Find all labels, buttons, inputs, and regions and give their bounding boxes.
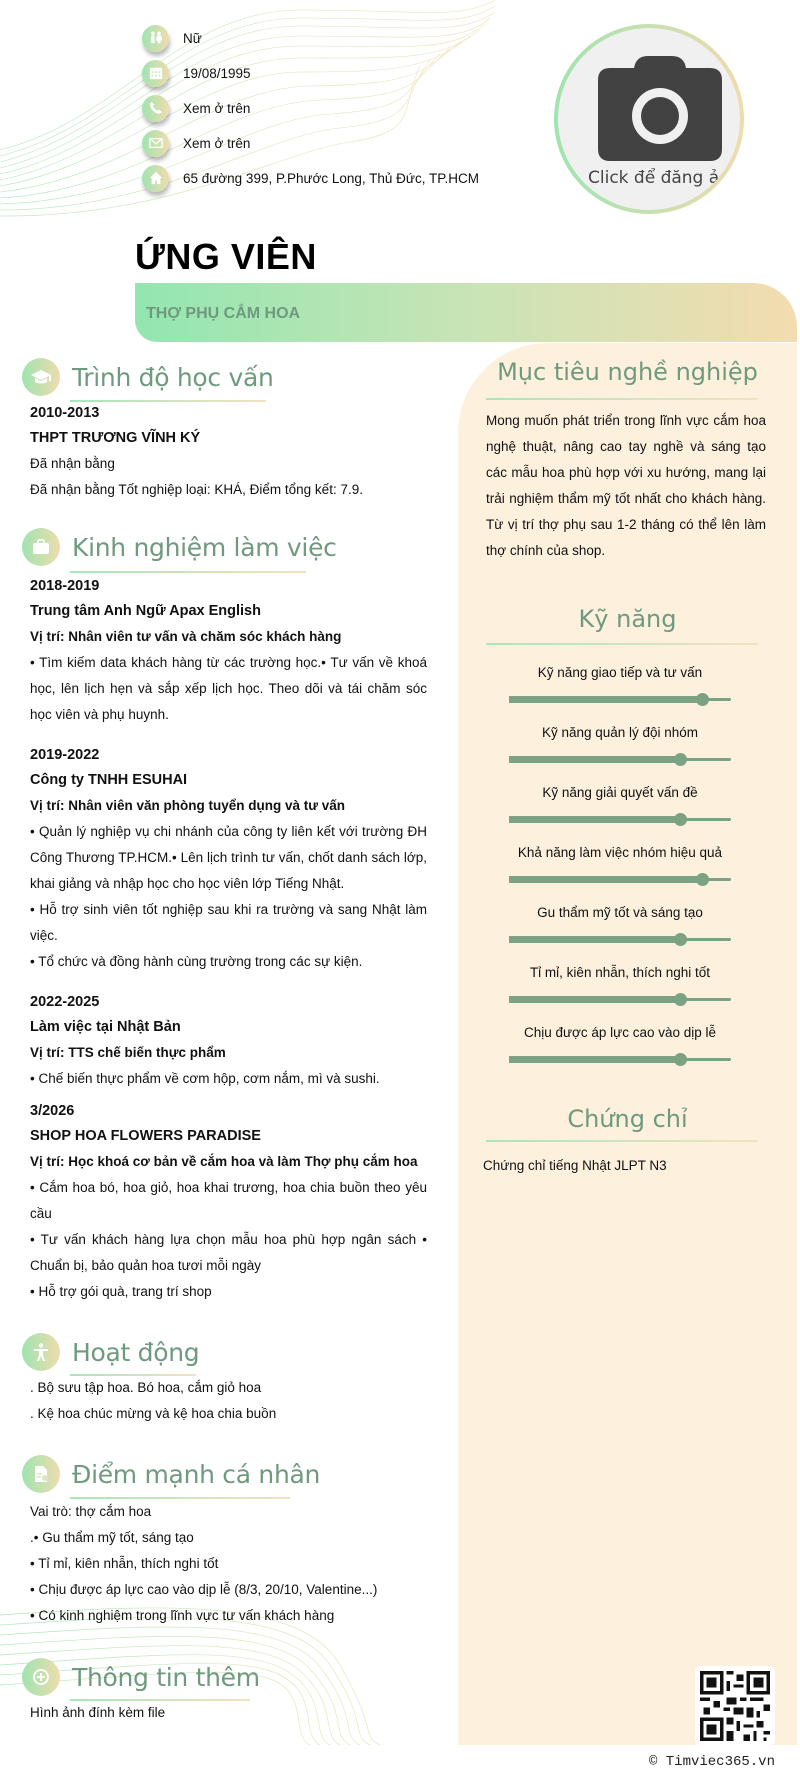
camera-icon — [598, 56, 722, 161]
exp4-desc-3: • Hỗ trợ gói quà, trang trí shop — [30, 1284, 212, 1299]
education-heading — [22, 358, 274, 396]
graduation-cap-icon — [22, 358, 60, 396]
contact-phone — [142, 94, 250, 122]
contact-email — [142, 129, 250, 157]
exp2-company: Công ty TNHH ESUHAI — [30, 772, 188, 788]
strengths-underline — [70, 1497, 290, 1499]
position-title: THỢ PHỤ CẮM HOA — [146, 305, 301, 322]
plus-circle-icon — [22, 1658, 60, 1696]
strength-item-2: .• Gu thẩm mỹ tốt, sáng tạo — [30, 1530, 194, 1545]
activities-title: Hoạt động — [72, 1337, 200, 1367]
exp3-company: Làm việc tại Nhật Bản — [30, 1019, 181, 1035]
extra-info-text: Hình ảnh đính kèm file — [30, 1705, 166, 1720]
skill-bar-1 — [509, 698, 731, 701]
position-banner — [135, 283, 797, 342]
email-icon — [142, 130, 169, 157]
skill-thumb-6 — [674, 993, 687, 1006]
exp4-desc-1: • Cắm hoa bó, hoa giỏ, hoa khai trương, hoa chia buồn theo yêu cầu — [30, 1180, 427, 1221]
certificates-title: Chứng chỉ — [567, 1105, 688, 1133]
exp3-desc-1: • Chế biến thực phẩm về cơm hộp, cơm nắm, mì và sushi. — [30, 1071, 380, 1086]
address-value: 65 đường 399, P.Phước Long, Thủ Đức, TP.HCM — [183, 170, 479, 186]
briefcase-icon — [22, 528, 60, 566]
skill-label-7: Chịu được áp lực cao vào dịp lễ — [523, 1025, 717, 1040]
exp1-role: Vị trí: Nhân viên tư vấn và chăm sóc khách hàng — [30, 629, 342, 644]
skill-thumb-3 — [674, 813, 687, 826]
exp2-desc-3: • Tổ chức và đồng hành cùng trường trong các sự kiện. — [30, 954, 363, 969]
skill-label-5: Gu thẩm mỹ tốt và sáng tạo — [537, 905, 703, 920]
document-icon — [22, 1455, 60, 1493]
exp2-role: Vị trí: Nhân viên văn phòng tuyển dụng và tư vấn — [30, 798, 346, 813]
skill-bar-4 — [509, 878, 731, 881]
strength-item-1: Vai trò: thợ cắm hoa — [30, 1504, 152, 1519]
extra-info-underline — [70, 1699, 250, 1701]
objective-underline — [486, 398, 758, 400]
phone-value: Xem ở trên — [183, 100, 251, 116]
education-underline — [70, 400, 266, 402]
education-title: Trình độ học vấn — [72, 362, 274, 392]
skills-underline — [486, 643, 758, 645]
skill-thumb-5 — [674, 933, 687, 946]
exp4-role: Vị trí: Học khoá cơ bản về cắm hoa và làm Thợ phụ cắm hoa — [30, 1154, 418, 1169]
skill-bar-3 — [509, 818, 731, 821]
experience-underline — [70, 571, 306, 573]
certificate-item-1: Chứng chỉ tiếng Nhật JLPT N3 — [483, 1158, 667, 1173]
education-degree: Đã nhận bằng — [30, 456, 115, 471]
email-value: Xem ở trên — [183, 135, 251, 151]
avatar-caption: Click để đăng ả — [588, 168, 720, 188]
qr-code — [695, 1666, 775, 1746]
education-school: THPT TRƯƠNG VĨNH KÝ — [30, 430, 201, 446]
activities-heading — [22, 1333, 199, 1371]
experience-heading — [22, 528, 337, 566]
activity-item-2: . Kệ hoa chúc mừng và kệ hoa chia buồn — [30, 1406, 277, 1421]
phone-icon — [142, 95, 169, 122]
strengths-title: Điểm mạnh cá nhân — [72, 1459, 321, 1489]
education-period: 2010-2013 — [30, 405, 100, 421]
skill-bar-7 — [509, 1058, 731, 1061]
skill-bar-6 — [509, 998, 731, 1001]
birthday-value: 19/08/1995 — [183, 65, 251, 81]
strength-item-5: • Có kinh nghiệm trong lĩnh vực tư vấn khách hàng — [30, 1608, 335, 1623]
activity-item-1: . Bộ sưu tập hoa. Bó hoa, cắm giỏ hoa — [30, 1380, 262, 1395]
home-icon — [142, 165, 169, 192]
avatar-upload[interactable] — [554, 24, 744, 214]
strength-item-4: • Chịu được áp lực cao vào dịp lễ (8/3, 20/10, Valentine...) — [30, 1582, 378, 1597]
exp4-company: SHOP HOA FLOWERS PARADISE — [30, 1128, 261, 1144]
gender-icon — [142, 25, 169, 52]
skill-bar-5 — [509, 938, 731, 941]
skills-title: Kỹ năng — [578, 605, 677, 633]
contact-gender — [142, 24, 202, 52]
exp2-desc-1: • Quản lý nghiệp vụ chi nhánh của công ty liên kết với trường ĐH Công Thương TP.HCM.• Lên lịch trình tư vấn, chốt danh sách lớp, khai giảng và nhập học cho học viên lớp Tiếng Nhật. — [30, 824, 427, 891]
skill-bar-2 — [509, 758, 731, 761]
skill-label-6: Tỉ mỉ, kiên nhẫn, thích nghi tốt — [529, 965, 711, 980]
strengths-heading — [22, 1455, 320, 1493]
contact-birthday — [142, 59, 251, 87]
exp4-desc-2: • Tư vấn khách hàng lựa chọn mẫu hoa phù hợp ngân sách • Chuẩn bị, bảo quản hoa tươi mỗi ngày — [30, 1232, 427, 1273]
gender-value: Nữ — [183, 30, 202, 46]
contact-address — [142, 164, 479, 192]
person-icon — [22, 1333, 60, 1371]
exp1-desc-1: • Tìm kiếm data khách hàng từ các trường học.• Tư vấn về khoá học, lên lịch hẹn và sắp xếp lịch học. Theo dõi và tái chăm sóc học viên và phụ huynh. — [30, 655, 427, 722]
experience-title: Kinh nghiệm làm việc — [72, 532, 337, 562]
activities-underline — [70, 1374, 196, 1376]
skill-thumb-2 — [674, 753, 687, 766]
skill-label-3: Kỹ năng giải quyết vấn đề — [542, 785, 698, 800]
skill-label-4: Khả năng làm việc nhóm hiệu quả — [517, 845, 723, 860]
strength-item-3: • Tỉ mỉ, kiên nhẫn, thích nghi tốt — [30, 1556, 219, 1571]
candidate-name: ỨNG VIÊN — [135, 236, 317, 277]
exp2-desc-2: • Hỗ trợ sinh viên tốt nghiệp sau khi ra trường và sang Nhật làm việc. — [30, 902, 427, 943]
exp1-period: 2018-2019 — [30, 578, 100, 594]
education-detail: Đã nhận bằng Tốt nghiệp loại: KHÁ, Điểm tổng kết: 7.9. — [30, 482, 363, 497]
exp3-period: 2022-2025 — [30, 994, 100, 1010]
copyright-text: © Timviec365.vn — [648, 1754, 775, 1770]
skill-label-2: Kỹ năng quản lý đội nhóm — [541, 725, 699, 740]
objective-text: Mong muốn phát triển trong lĩnh vực cắm hoa nghệ thuật, nâng cao tay nghề và sáng tạo các mẫu hoa phù hợp với xu hướng, mang lại trải nghiệm thẩm mỹ tốt nhất cho khách hàng. Từ vị trí thợ phụ sau 1-2 tháng có thể lên làm thợ chính của shop. — [486, 413, 766, 558]
calendar-icon — [142, 60, 169, 87]
skill-label-1: Kỹ năng giao tiếp và tư vấn — [537, 665, 703, 680]
exp3-role: Vị trí: TTS chế biến thực phẩm — [30, 1045, 226, 1060]
objective-title: Mục tiêu nghề nghiệp — [497, 358, 758, 386]
exp4-period: 3/2026 — [30, 1103, 75, 1119]
certificates-underline — [486, 1140, 758, 1142]
exp1-company: Trung tâm Anh Ngữ Apax English — [30, 603, 261, 619]
extra-info-title: Thông tin thêm — [72, 1662, 260, 1692]
skill-thumb-7 — [674, 1053, 687, 1066]
exp2-period: 2019-2022 — [30, 747, 100, 763]
extra-info-heading — [22, 1658, 260, 1696]
